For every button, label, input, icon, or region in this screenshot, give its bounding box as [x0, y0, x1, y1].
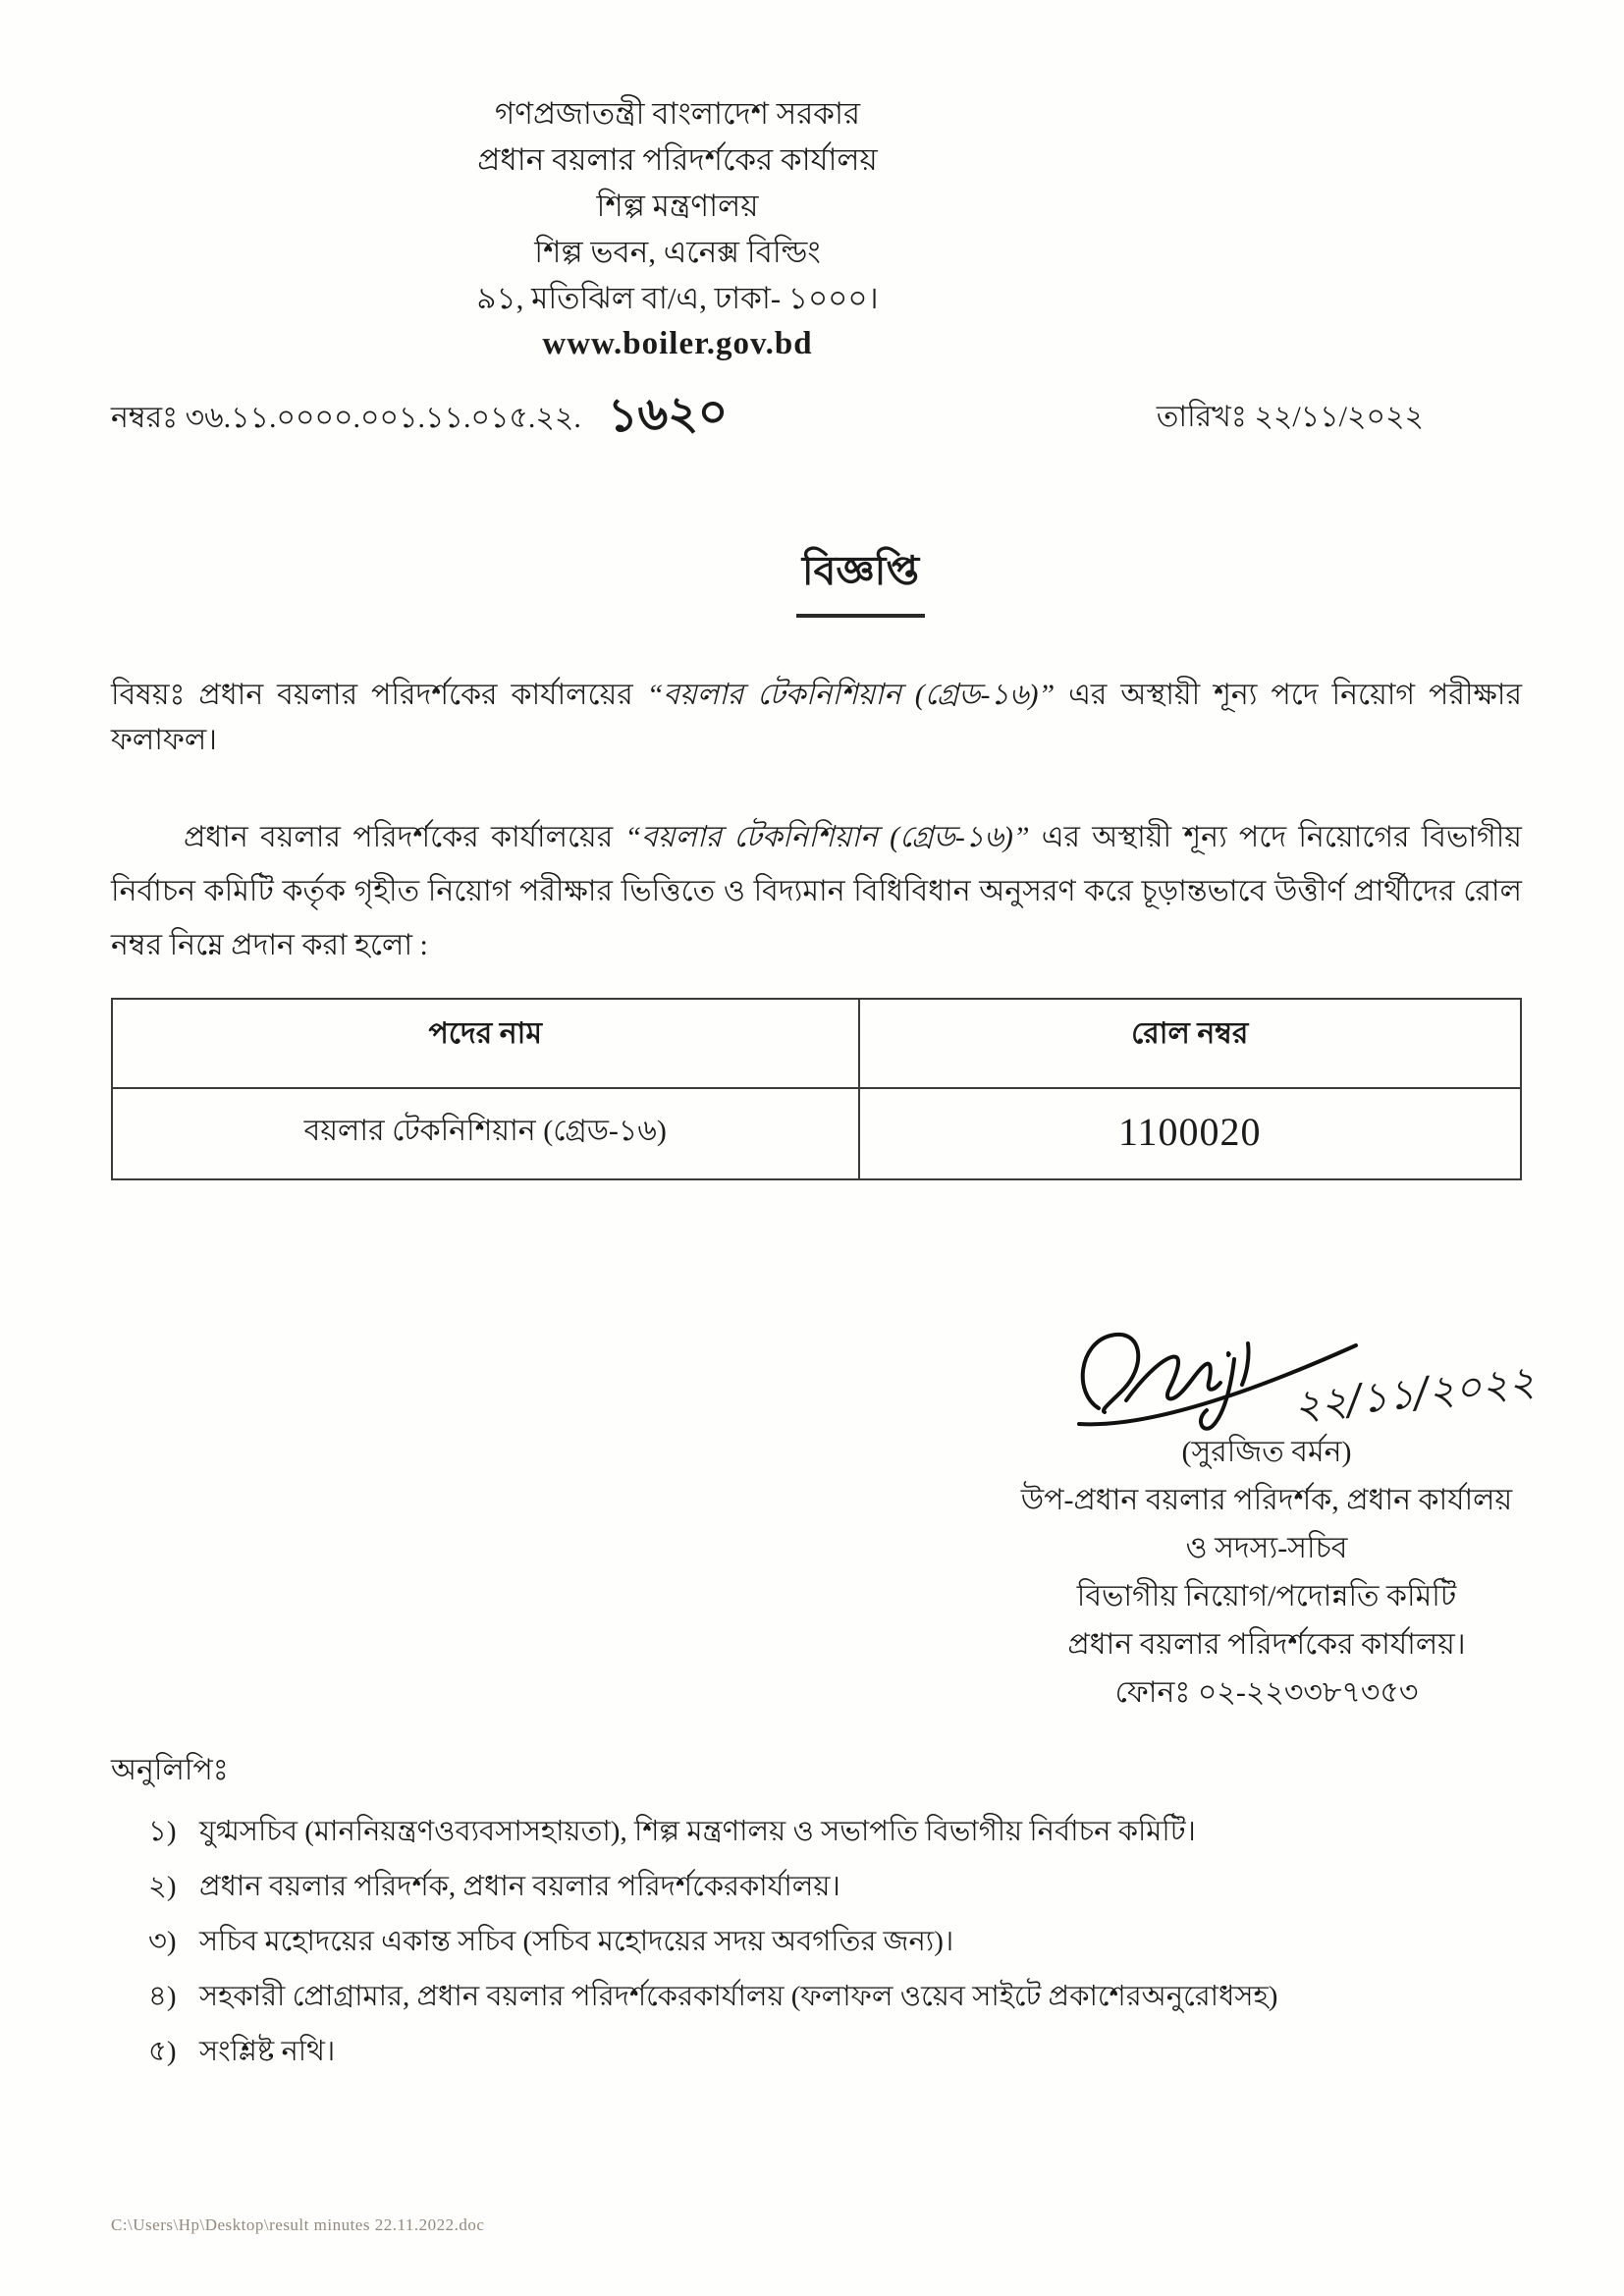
signatory-office: প্রধান বয়লার পরিদর্শকের কার্যালয়। — [1067, 1628, 1466, 1661]
cc-label: অনুলিপিঃ — [111, 1754, 229, 1786]
office-line: প্রধান বয়লার পরিদর্শকের কার্যালয় — [477, 142, 878, 177]
cc-item — [148, 2032, 1522, 2071]
body-post: এর অস্থায়ী শূন্য পদে নিয়োগের বিভাগীয় নির্বাচন কমিটি কর্তৃক গৃহীত নিয়োগ পরীক্ষার ভিত্তিতে ও বিদ্যমান বিধিবিধান অনুসরণ করে চূড়ান্তভাবে উত্তীর্ণ প্রার্থীদের রোল নম্বর নিম্নে প্রদান করা হলো : — [111, 821, 1522, 961]
table-header-roll: রোল নম্বর — [859, 999, 1521, 1088]
cc-item-text: সহকারী প্রোগ্রামার, প্রধান বয়লার পরিদর্শকেরকার্যালয় (ফলাফল ওয়েব সাইটে প্রকাশেরঅনুরোধসহ) — [199, 1981, 1278, 2012]
government-line: গণপ্রজাতন্ত্রী বাংলাদেশ সরকার — [494, 96, 861, 131]
signatory-committee: বিভাগীয় নিয়োগ/পদোন্নতি কমিটি — [1076, 1580, 1457, 1613]
date-line: তারিখঃ ২২/১১/২০২২ — [1156, 401, 1424, 433]
memo-number-printed: নম্বরঃ ৩৬.১১.০০০০.০০১.১১.০১৫.২২. — [111, 402, 581, 434]
letterhead — [111, 90, 1244, 367]
body-paragraph — [111, 810, 1522, 972]
ministry-line: শিল্প মন্ত্রণালয় — [596, 189, 759, 223]
signatory-name: (সুরজিত বর্মন) — [1181, 1436, 1352, 1468]
cc-item — [148, 1867, 1522, 1906]
body-quoted: “বয়লার টেকনিশিয়ান (গ্রেড-১৬)” — [624, 821, 1030, 853]
memo-number-handwritten: ১৬২০ — [607, 384, 730, 444]
table-cell-roll-number: 1100020 — [859, 1088, 1521, 1179]
cc-section — [111, 1746, 1522, 2071]
signatory-designation: উপ-প্রধান বয়লার পরিদর্শক, প্রধান কার্যালয় — [1020, 1484, 1513, 1516]
signature-date-handwritten: ২২/১১/২০২২ — [1291, 1356, 1538, 1430]
signatory-role: ও সদস্য-সচিব — [1185, 1532, 1348, 1564]
table-header-row — [112, 999, 1521, 1088]
cc-item-number: ৫) — [148, 2036, 177, 2067]
cc-item-number: ৩) — [148, 1926, 177, 1957]
subject-quoted: “বয়লার টেকনিশিয়ান (গ্রেড-১৬)” — [646, 679, 1056, 711]
cc-item-text: যুগ্মসচিব (মাননিয়ন্ত্রণওব্যবসাসহায়তা), শিল্প মন্ত্রণালয় ও সভাপতি বিভাগীয় নির্বাচন কমিটি। — [199, 1816, 1196, 1847]
table-header-position: পদের নাম — [112, 999, 859, 1088]
address-line: ৯১, মতিঝিল বা/এ, ঢাকা- ১০০০। — [476, 281, 879, 315]
table-row — [112, 1088, 1521, 1179]
footer-file-path: C:\Users\Hp\Desktop\result minutes 22.11.2022.doc — [111, 2215, 485, 2234]
table-cell-position: বয়লার টেকনিশিয়ান (গ্রেড-১৬) — [112, 1088, 859, 1179]
cc-item-number: ৪) — [148, 1981, 177, 2012]
subject-pre: বিষয়ঃ প্রধান বয়লার পরিদর্শকের কার্যালয়ের — [111, 679, 647, 711]
subject-post: এর অস্থায়ী শূন্য পদে নিয়োগ পরীক্ষার ফলাফল। — [111, 679, 1522, 756]
memo-number-line — [111, 384, 730, 444]
signature-visual — [1011, 1326, 1538, 1442]
cc-item-number: ২) — [148, 1871, 177, 1902]
cc-item — [148, 1977, 1522, 2016]
subject-line — [111, 673, 1522, 763]
cc-item — [148, 1812, 1522, 1851]
building-line: শিল্প ভবন, এনেক্স বিল্ডিং — [534, 235, 821, 269]
notice-title: বিজ্ঞপ্তি — [796, 540, 925, 618]
cc-item — [148, 1922, 1522, 1961]
signature-block — [1011, 1326, 1538, 1717]
results-table — [111, 998, 1522, 1180]
title-wrap — [155, 540, 1566, 618]
body-pre: প্রধান বয়লার পরিদর্শকের কার্যালয়ের — [184, 821, 625, 853]
reference-row — [111, 384, 1522, 450]
cc-item-text: সচিব মহোদয়ের একান্ত সচিব (সচিব মহোদয়ের সদয় অবগতির জন্য)। — [199, 1926, 954, 1957]
cc-item-text: সংশ্লিষ্ট নথি। — [199, 2036, 336, 2067]
signatory-phone: ফোনঃ ০২-২২৩৩৮৭৩৫৩ — [1114, 1676, 1419, 1709]
cc-item-text: প্রধান বয়লার পরিদর্শক, প্রধান বয়লার পরিদর্শকেরকার্যালয়। — [199, 1871, 840, 1902]
website-text: www.boiler.gov.bd — [542, 326, 813, 361]
cc-item-number: ১) — [148, 1816, 177, 1847]
